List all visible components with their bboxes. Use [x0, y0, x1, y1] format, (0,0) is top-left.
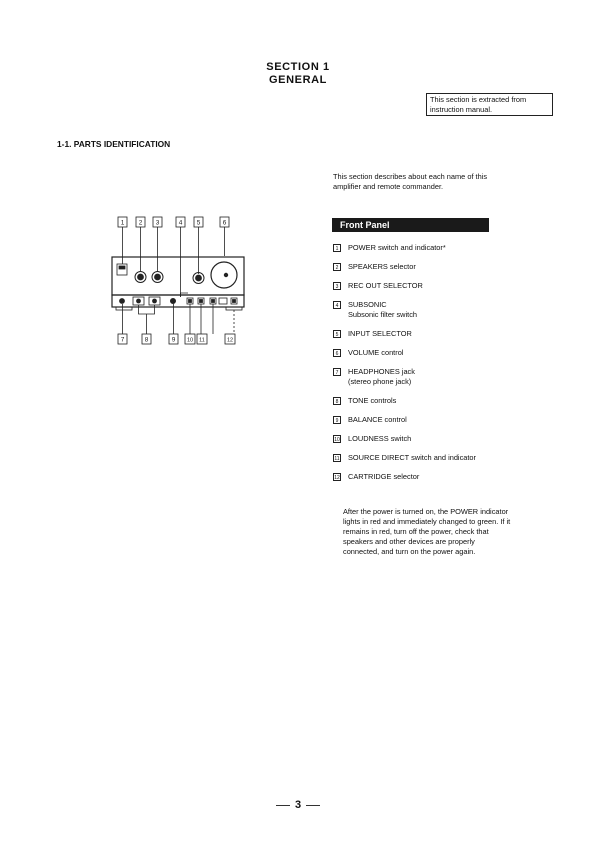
part-name: LOUDNESS switch [348, 434, 412, 443]
part-number-box: 2 [333, 263, 341, 271]
extract-note-box: This section is extracted from instruction manual. [426, 93, 553, 116]
page-number-value: 3 [294, 799, 302, 811]
part-name: CARTRIDGE selector [348, 472, 420, 481]
part-name: TONE controls [348, 396, 397, 405]
part-number-box: 1 [333, 244, 341, 252]
list-item [333, 367, 415, 386]
list-item [333, 243, 446, 253]
list-item [333, 348, 403, 358]
part-number-box: 11 [334, 455, 340, 462]
diagram-label: 3 [155, 219, 160, 227]
list-item [333, 281, 423, 291]
list-item [333, 300, 417, 319]
part-subtext: Subsonic filter switch [348, 309, 418, 319]
list-item [333, 329, 412, 339]
list-item [333, 453, 476, 463]
front-panel-diagram [100, 210, 260, 355]
part-name: INPUT SELECTOR [348, 329, 412, 338]
page-number-dash-left [276, 805, 290, 806]
part-number-box: 5 [333, 330, 341, 338]
diagram-label: 12 [226, 337, 234, 344]
front-panel-heading: Front Panel [332, 218, 489, 232]
part-number-box: 3 [333, 282, 341, 290]
part-subtext: (stereo phone jack) [348, 376, 412, 386]
part-name: POWER switch and indicator* [348, 243, 446, 252]
page-number-dash-right [306, 805, 320, 806]
list-item [333, 396, 396, 406]
parts-identification-heading: 1-1. PARTS IDENTIFICATION [57, 139, 171, 149]
part-name: BALANCE control [348, 415, 407, 424]
diagram-label: 9 [171, 336, 176, 344]
power-indicator-note: After the power is turned on, the POWER indicator lights in red and immediately changed to green. If it remains in red, turn off the power, check that speakers and other devices are properly connected, and turn on the power again. [343, 507, 511, 556]
list-item [333, 434, 411, 444]
intro-paragraph: This section describes about each name of this amplifier and remote commander. [333, 172, 488, 191]
list-item [333, 415, 407, 425]
diagram-label: 5 [196, 219, 201, 227]
part-number-box: 6 [333, 349, 341, 357]
diagram-label: 10 [186, 337, 194, 344]
part-name: SPEAKERS selector [348, 262, 416, 271]
diagram-label: 8 [144, 336, 149, 344]
list-item [333, 262, 416, 272]
part-name: SUBSONIC [348, 300, 387, 309]
part-name: REC OUT SELECTOR [348, 281, 423, 290]
part-name: HEADPHONES jack [348, 367, 415, 376]
part-number-box: 7 [333, 368, 341, 376]
diagram-label: 2 [138, 219, 143, 227]
part-number-box: 10 [334, 436, 340, 443]
diagram-label: 7 [120, 336, 125, 344]
part-number-box: 8 [333, 397, 341, 405]
part-name: SOURCE DIRECT switch and indicator [348, 453, 477, 462]
diagram-label: 4 [178, 219, 183, 227]
part-number-box: 4 [333, 301, 341, 309]
section-number: SECTION 1 [266, 61, 330, 73]
page-number [0, 799, 596, 811]
list-item [333, 472, 419, 482]
part-name: VOLUME control [348, 348, 404, 357]
diagram-label: 1 [120, 219, 125, 227]
part-number-box: 12 [334, 474, 340, 481]
diagram-label: 11 [199, 337, 205, 344]
part-number-box: 9 [333, 416, 341, 424]
diagram-label: 6 [222, 219, 227, 227]
section-title: GENERAL [269, 74, 327, 86]
